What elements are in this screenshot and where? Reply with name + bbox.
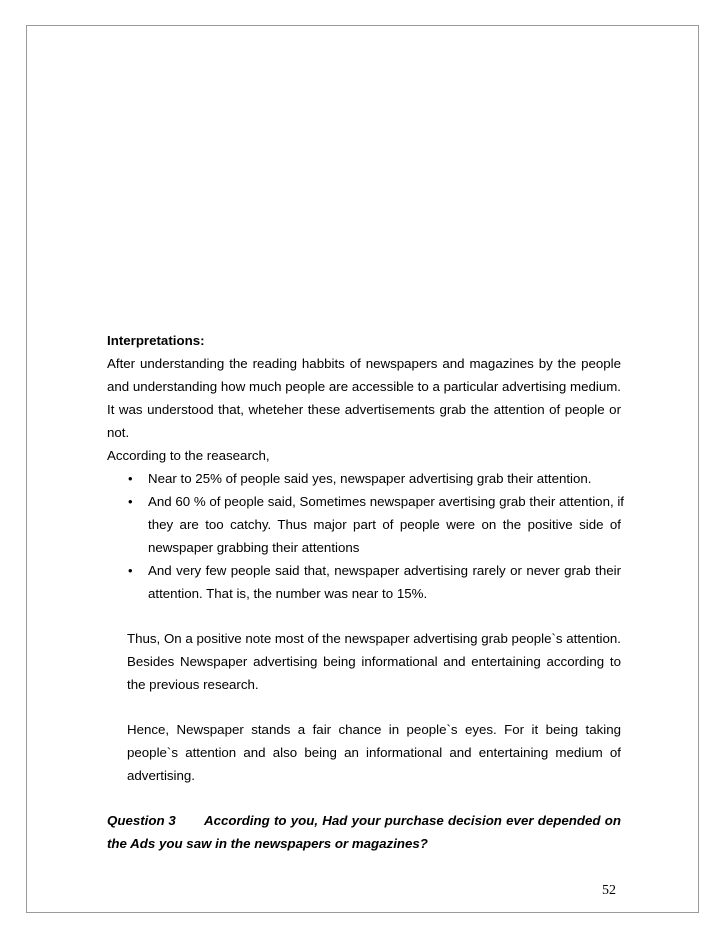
question-text: According to you, Had your purchase decision ever depended on	[204, 813, 621, 828]
paragraph-line: Thus, On a positive note most of the newspaper advertising grab people`s attention.	[127, 631, 621, 646]
bullet-line: And 60 % of people said, Sometimes newspaper avertising grab their attention, if	[148, 494, 625, 509]
paragraph-line: people`s attention and also being an informational and entertaining medium of	[127, 745, 621, 760]
paragraph-line: After understanding the reading habbits of newspapers and magazines by the people	[107, 356, 621, 371]
section-heading: Interpretations:	[107, 333, 205, 348]
paragraph-line: not.	[107, 425, 130, 440]
bullet-line: newspaper grabbing their attentions	[148, 540, 360, 555]
question-text: the Ads you saw in the newspapers or magazines?	[107, 836, 428, 851]
paragraph-line: the previous research.	[127, 677, 259, 692]
page-number: 52	[602, 883, 616, 898]
paragraph-line: Besides Newspaper advertising being informational and entertaining according to	[127, 654, 621, 669]
bullet-line: they are too catchy. Thus major part of people were on the positive side of	[148, 517, 621, 532]
bullet-line: attention. That is, the number was near to 15%.	[148, 586, 428, 601]
bullet-line: And very few people said that, newspaper advertising rarely or never grab their	[148, 563, 621, 578]
bullet-marker: •	[128, 471, 133, 486]
paragraph-line: and understanding how much people are accessible to a particular advertising medium.	[107, 379, 621, 394]
bullet-line: Near to 25% of people said yes, newspaper advertising grab their attention.	[148, 471, 592, 486]
paragraph-line: advertising.	[127, 768, 195, 783]
bullet-marker: •	[128, 494, 133, 509]
paragraph-line: Hence, Newspaper stands a fair chance in people`s eyes. For it being taking	[127, 722, 621, 737]
bullet-marker: •	[128, 563, 133, 578]
intro-line: According to the reasearch,	[107, 448, 270, 463]
paragraph-line: It was understood that, wheteher these advertisements grab the attention of people or	[107, 402, 621, 417]
question-label: Question 3	[107, 813, 176, 828]
